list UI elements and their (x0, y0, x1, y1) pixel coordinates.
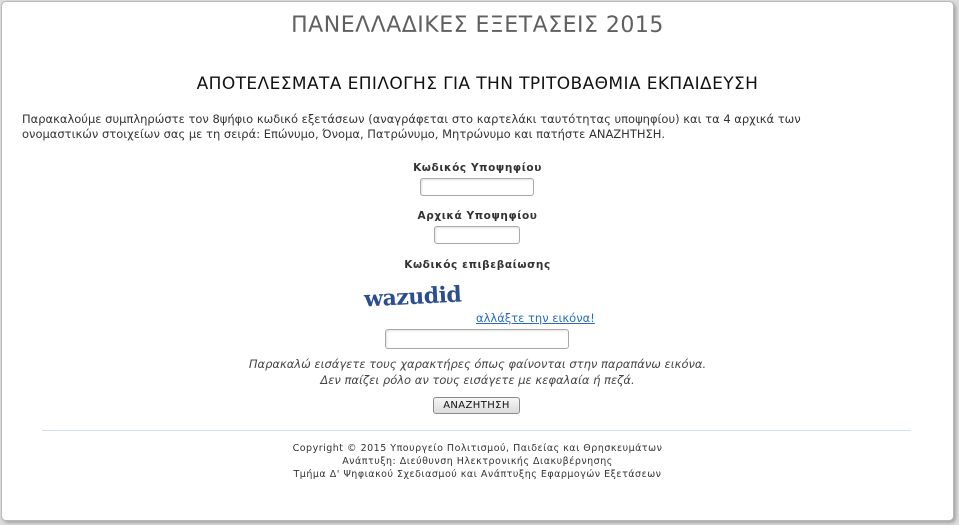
candidate-code-input[interactable] (420, 178, 534, 196)
change-image-link[interactable]: αλλάξτε την εικόνα! (476, 311, 595, 325)
footer-divider (42, 430, 911, 431)
captcha-text: wazudid (363, 281, 462, 313)
footer-development: Ανάπτυξη: Διεύθυνση Ηλεκτρονικής Διακυβέρνησης (342, 456, 613, 467)
candidate-initials-label: Αρχικά Υποψηφίου (417, 210, 538, 222)
captcha-image (362, 279, 462, 313)
candidate-code-label: Κωδικός Υποψηφίου (413, 162, 542, 174)
instructions-line-2: ονομαστικών στοιχείων σας με τη σειρά: Επώνυμο, Όνομα, Πατρώνυμο, Μητρώνυμο και πατήστε ΑΝΑΖΗΤΗΣΗ. (22, 127, 666, 141)
page-subtitle: ΑΠΟΤΕΛΕΣΜΑΤΑ ΕΠΙΛΟΓΗΣ ΓΙΑ ΤΗΝ ΤΡΙΤΟΒΑΘΜΙΑ ΕΚΠΑΙΔΕΥΣΗ (196, 74, 759, 94)
footer-copyright: Copyright © 2015 Υπουργείο Πολιτισμού, Παιδείας και Θρησκευμάτων (292, 443, 663, 454)
search-button[interactable]: ΑΝΑΖΗΤΗΣΗ (433, 397, 520, 414)
captcha-hint-line-2: Δεν παίζει ρόλο αν τους εισάγετε με κεφαλαία ή πεζά. (320, 373, 635, 387)
candidate-initials-input[interactable] (434, 226, 520, 244)
captcha-input[interactable] (385, 329, 569, 349)
captcha-hint-line-1: Παρακαλώ εισάγετε τους χαρακτήρες όπως φαίνονται στην παραπάνω εικόνα. (248, 357, 707, 371)
instructions-line-1: Παρακαλούμε συμπληρώστε τον 8ψήφιο κωδικό εξετάσεων (αναγράφεται στο καρτελάκι ταυτότητας υποψηφίου) και τα 4 αρχικά των (22, 112, 801, 126)
footer-department: Τμήμα Δ' Ψηφιακού Σχεδιασμού και Ανάπτυξης Εφαρμογών Εξετάσεων (293, 469, 662, 480)
captcha-label: Κωδικός επιβεβαίωσης (404, 259, 551, 271)
page-title: ΠΑΝΕΛΛΑΔΙΚΕΣ ΕΞΕΤΑΣΕΙΣ 2015 (291, 13, 664, 38)
instructions-text (22, 112, 902, 142)
